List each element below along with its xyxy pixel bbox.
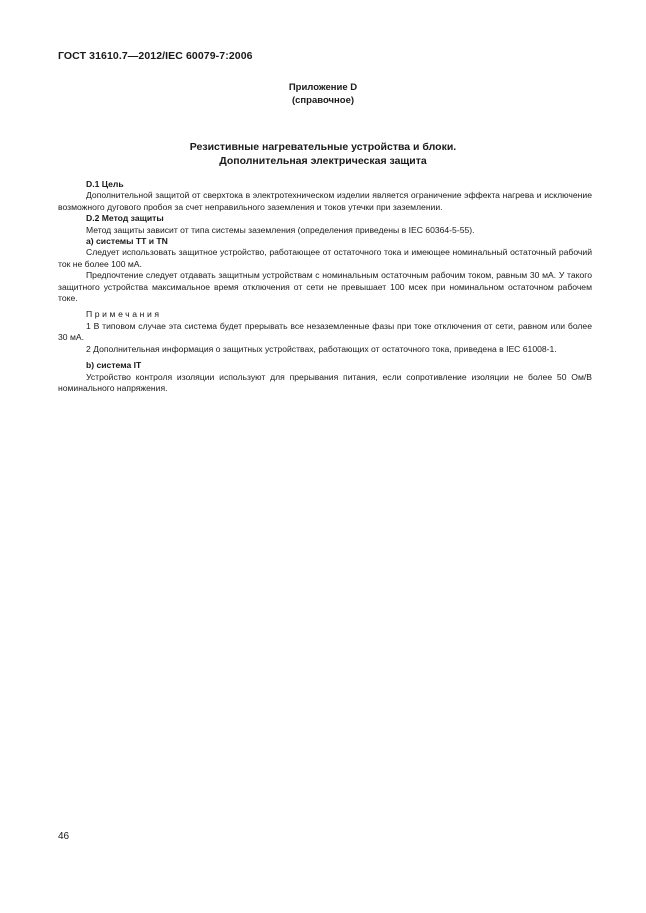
document-body xyxy=(58,179,592,394)
subsection-b-text: Устройство контроля изоляции используют для прерывания питания, если сопротивление изоляции не более 50 Ом/В номинального напряжения. xyxy=(58,371,592,393)
subsection-a-text-2: Предпочтение следует отдавать защитным устройствам с номинальным остаточным рабочим током, равным 30 мА. У такого защитного устройства максимальное время отключения от сети не превышает 100 мсек при номинальном остаточном рабочем токе. xyxy=(58,270,592,304)
subsection-a-text-1: Следует использовать защитное устройство, работающее от остаточного тока и имеющее номинальный остаточный рабочий ток не более 100 мА. xyxy=(58,247,592,269)
document-title xyxy=(0,140,646,168)
appendix-title: Приложение D xyxy=(288,82,358,93)
section-d1-text: Дополнительной защитой от сверхтока в электротехническом изделии является ограничение эффекта нагрева и исключение возможного дугового пробоя за счет неправильного заземления и токов утечки при заземлении. xyxy=(58,190,592,212)
section-d1-heading: D.1 Цель xyxy=(86,179,124,189)
section-d2-text: Метод защиты зависит от типа системы заземления (определения приведены в IEC 60364-5-55). xyxy=(86,224,475,235)
subsection-a-heading: а) системы ТТ и TN xyxy=(86,236,168,247)
section-d2-heading: D.2 Метод защиты xyxy=(86,213,164,224)
appendix-heading xyxy=(0,81,646,107)
page-number: 46 xyxy=(58,831,70,842)
title-line-2: Дополнительная электрическая защита xyxy=(219,155,427,167)
note-2: 2 Дополнительная информация о защитных устройствах, работающих от остаточного тока, приведена в IEC 61008-1. xyxy=(86,343,557,354)
appendix-subtitle: (справочное) xyxy=(291,95,355,106)
title-line-1: Резистивные нагревательные устройства и блоки. xyxy=(189,141,457,153)
standard-header: ГОСТ 31610.7—2012/IEC 60079-7:2006 xyxy=(58,50,253,62)
note-1: 1 В типовом случае эта система будет прерывать все незаземленные фазы при токе отключения от сети, равном или более 30 мА. xyxy=(58,320,592,343)
subsection-b-heading: b) система IT xyxy=(86,360,142,371)
notes-heading: Примечания xyxy=(86,309,162,320)
